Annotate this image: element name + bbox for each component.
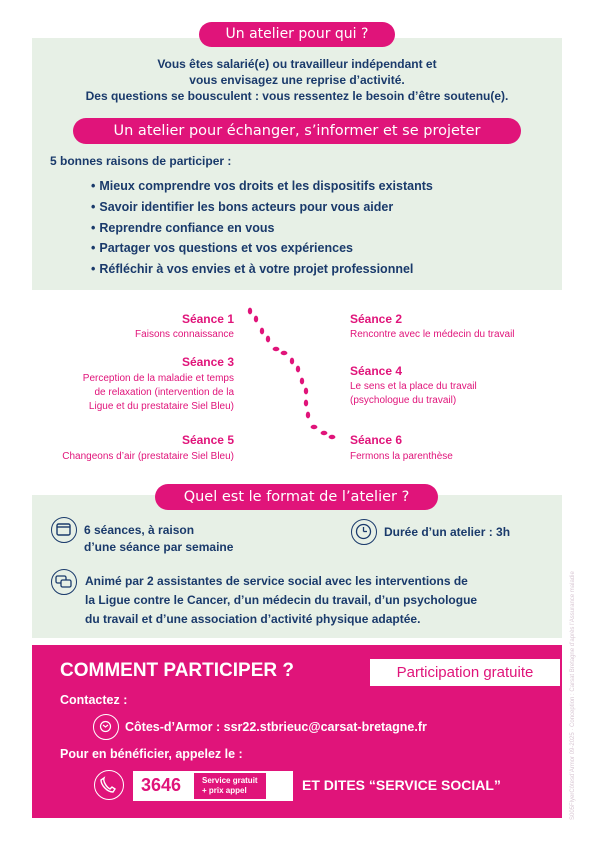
audience-line-1: Vous êtes salarié(e) ou travailleur indépendant et	[157, 57, 437, 71]
reason-item: • Mieux comprendre vos droits et les dispositifs existants	[91, 176, 433, 197]
seance-1-title: Séance 1	[181, 312, 234, 326]
seance-4-desc-2: (psychologue du travail)	[350, 395, 457, 406]
animated-line-3: du travail et d’une association d’activité physique adaptée.	[85, 612, 421, 626]
reason-item: • Partager vos questions et vos expériences	[91, 238, 433, 259]
clock-icon	[351, 519, 377, 545]
sessions-line-1: 6 séances, à raison	[84, 523, 195, 537]
sessions-line-2: d’une séance par semaine	[84, 540, 234, 554]
service-tag-line-1: Service gratuit	[202, 776, 258, 785]
seance-3-title: Séance 3	[181, 355, 234, 369]
participate-title: COMMENT PARTICIPER ?	[60, 660, 294, 681]
seance-6-title: Séance 6	[350, 433, 403, 447]
reasons-title: 5 bonnes raisons de participer :	[50, 154, 232, 168]
phone-number[interactable]: 3646	[141, 775, 182, 795]
call-label: Pour en bénéficier, appelez le :	[60, 747, 243, 761]
free-participation-badge: Participation gratuite	[370, 659, 560, 686]
reason-item: • Savoir identifier les bons acteurs pour vous aider	[91, 197, 433, 218]
service-tag-line-2: + prix appel	[202, 786, 247, 795]
say-service-social: ET DITES “SERVICE SOCIAL”	[302, 777, 501, 793]
seance-1-desc: Faisons connaissance	[135, 329, 234, 340]
seance-3-desc-1: Perception de la maladie et temps	[82, 373, 234, 384]
reason-item: • Reprendre confiance en vous	[91, 218, 433, 239]
chat-icon	[51, 569, 77, 595]
audience-heading: Un atelier pour qui ?	[199, 22, 395, 47]
mail-icon	[93, 714, 119, 740]
seance-5-title: Séance 5	[181, 433, 234, 447]
seance-2-title: Séance 2	[350, 312, 403, 326]
reasons-list	[91, 176, 433, 280]
seance-3-desc-3: Ligue et du prestataire Siel Bleu)	[88, 401, 234, 412]
animated-line-1: Animé par 2 assistantes de service social avec les interventions de	[85, 574, 468, 588]
phone-icon	[94, 770, 124, 800]
seance-4-title: Séance 4	[350, 364, 403, 378]
seance-5-desc: Changeons d’air (prestataire Siel Bleu)	[62, 451, 234, 462]
footprints-path	[240, 305, 340, 445]
purpose-heading: Un atelier pour échanger, s’informer et se projeter	[73, 118, 521, 144]
seance-3-desc-2: de relaxation (intervention de la	[94, 387, 234, 398]
animated-line-2: la Ligue contre le Cancer, d’un médecin du travail, d’un psychologue	[85, 593, 478, 607]
seance-6-desc: Fermons la parenthèse	[350, 451, 453, 462]
seance-4-desc-1: Le sens et la place du travail	[350, 381, 477, 392]
format-heading: Quel est le format de l’atelier ?	[155, 484, 438, 510]
contact-email[interactable]: Côtes-d’Armor : ssr22.stbrieuc@carsat-bretagne.fr	[125, 720, 427, 734]
contact-label: Contactez :	[60, 693, 128, 707]
audience-line-2: vous envisagez une reprise d’activité.	[189, 73, 405, 87]
duration-text: Durée d’un atelier : 3h	[384, 525, 511, 539]
calendar-icon	[51, 517, 77, 543]
reason-item: • Réfléchir à vos envies et à votre projet professionnel	[91, 259, 433, 280]
seance-2-desc: Rencontre avec le médecin du travail	[350, 329, 515, 340]
service-tag	[194, 773, 266, 799]
audience-line-3: Des questions se bousculent : vous ressentez le besoin d’être soutenu(e).	[85, 89, 509, 103]
side-credit: S005FlyerCôtesd’Armor 09-2025 · Conception : Carsat Bretagne d’après l’Assurance maladie	[570, 571, 576, 820]
